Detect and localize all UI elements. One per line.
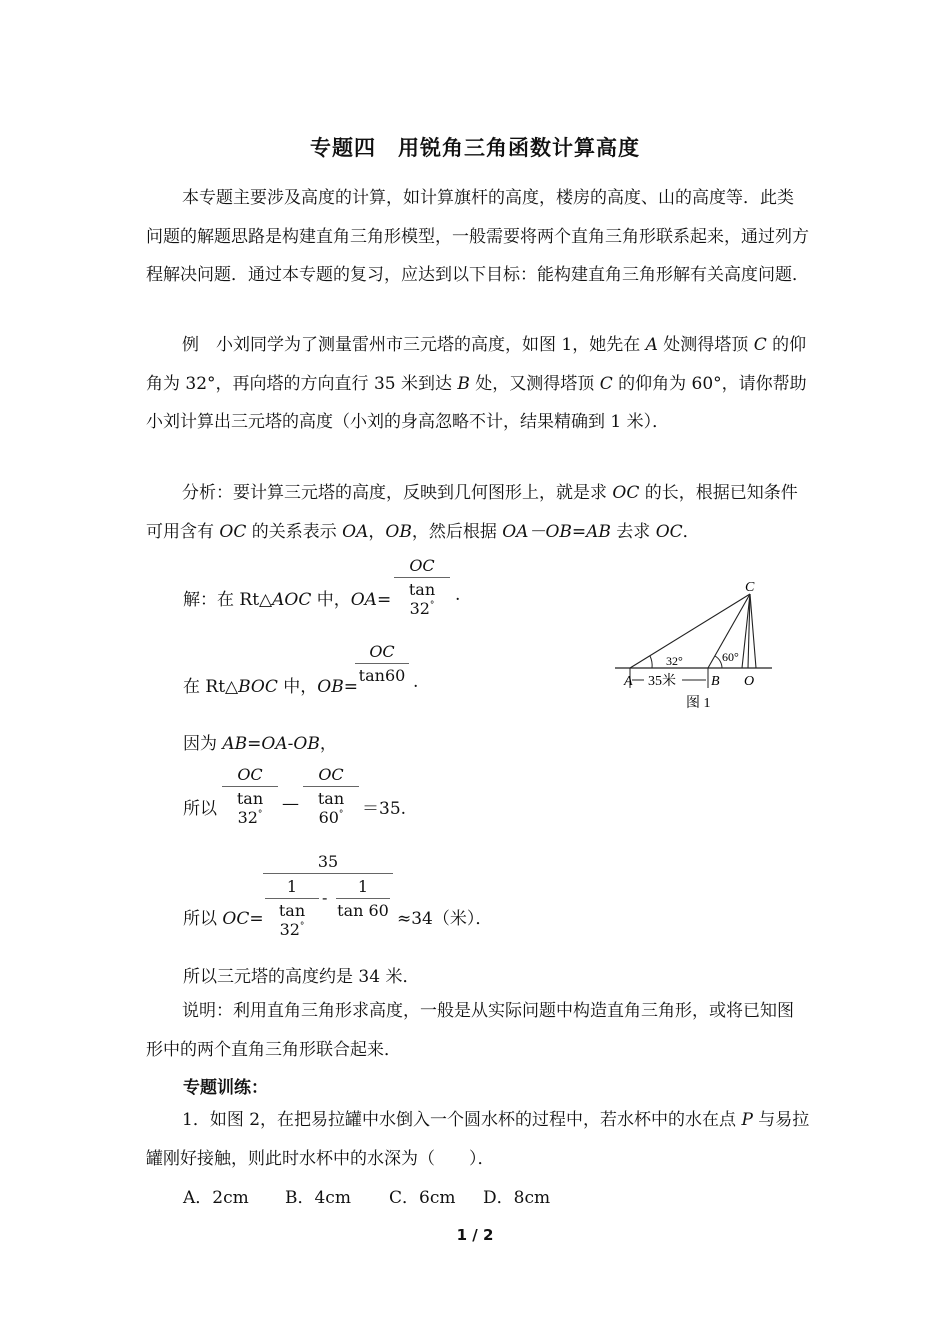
sub-fraction-tan60: $\frac{1}{\tan 60}$ [337,877,389,920]
angle-arc-b [715,656,722,668]
question-1: 1．如图 2，在把易拉罐中水倒入一个圆水杯的过程中，若水杯中的水在点 P 与易拉罐刚好接触，则此时水杯中的水深为（ ）． [146,1110,810,1169]
solution-line-3: 因为 AB=OA-OB， [183,734,337,754]
big-numerator: 35 [317,852,339,871]
figure-caption: 图 1 [686,696,711,711]
training-heading: 专题训练： [183,1078,268,1098]
page-title: 专题四 用锐角三角函数计算高度 [310,136,640,160]
page-number: 1 / 2 [456,1226,494,1244]
option-a[interactable]: A．2cm [183,1188,249,1208]
label-b: B [711,674,720,689]
solution-line-4: 所以 [183,799,217,819]
label-c: C [745,580,755,595]
sub-fraction-tan32: $\frac{1}{\tan 32^\circ}$ [265,877,319,939]
solution-line-2: 在 Rt△BOC 中，OB= [183,677,358,697]
example-paragraph: 例 小刘同学为了测量雷州市三元塔的高度，如图 1，她先在 A 处测得塔顶 C 的仰角为 32°，再向塔的方向直行 35 米到达 B 处，又测得塔顶 C 的仰角为 60°，请你帮助小刘计算出三元塔的高度（小刘的身高忽略不计，结果精确到 1 米）． [146,335,807,433]
option-b[interactable]: B．4cm [285,1188,351,1208]
intro-paragraph [146,179,810,295]
angle-arc-a [650,656,652,668]
question-1-options [183,1183,550,1208]
fraction-ob: $\frac{OC}{\tan 60}$ [355,642,409,685]
label-a: A [624,674,633,689]
big-fraction-bar [263,873,393,874]
analysis-paragraph: 分析：要计算三元塔的高度，反映到几何图形上，就是求 OC 的长，根据已知条件可用含有 OC 的关系表示 OA，OB，然后根据 OA－OB=AB 去求 OC． [146,483,798,542]
note-paragraph: 说明：利用直角三角形求高度，一般是从实际问题中构造直角三角形，或将已知图形中的两个直角三角形联合起来． [146,1001,794,1060]
fraction-oc-tan60: $\frac{OC}{\tan 60^\circ}$ [303,765,359,827]
option-c[interactable]: C．6cm [389,1188,456,1208]
document-page: 专题四 用锐角三角函数计算高度 本专题主要涉及高度的计算，如计算旗杆的高度，楼房的高度、山的高度等．此类问题的解题思路是构建直角三角形模型，一般需要将两个直角三角形联系起来，通过列方程解决问题．通过本专题的复习，应达到以下目标：能构建直角三角形解有关高度问题． 例 小刘同学为了测量雷州市三元塔的高度，如图 1，她先在 A 处测得塔顶 C 的仰角为 32°，再向塔的方向直行 35 米到达 B 处，又测得塔顶 C 的仰角为 60°，请你帮助小刘计算出三元塔的高度（小刘的身高忽略不计，结果精确到 1 米）． 分析：要计算三元塔的高度，反映到几何图形上，就是求 OC 的长，根据已知条件可用含有 OC 的关系表示 OA，OB，然后根据 OA－OB=AB 去求 OC． 解：在 Rt△AOC 中，OA= $\frac{OC}{\tan 32^\circ}$ . 在 Rt△BOC 中，OB= $\frac{OC}{\tan 60}$ . C 32° 60° A 35米 B O 图 1 因为 AB=OA-OB， 所以 $\frac{OC}{\tan 32^\circ}$ — $\frac{OC}{\tan 60^\circ}$ ＝35. 所以 OC= 35 $\frac{1}{\tan 32^\circ}$ - $\frac{1}{\tan 60}$ ≈34（米）． 所以三元塔的高度约是 34 米． 说明：利用直角三角形求高度，一般是从实际问题中构造直角三角形，或将已知图形中的两个直角三角形联合起来． 专题训练： 1．如图 2，在把易拉罐中水倒入一个圆水杯的过程中，若水杯中的水在点 P 与易拉罐刚好接触，则此时水杯中的水深为（ ）． A．2cm B．4cm C．6cm D．8cm 1 / 2 [0,0,950,1344]
conclusion: 所以三元塔的高度约是 34 米． [183,967,420,987]
option-d[interactable]: D．8cm [483,1188,551,1208]
solution-line-5: 所以 OC= [183,909,264,929]
fraction-oc-tan32: $\frac{OC}{\tan 32^\circ}$ [222,765,278,827]
label-o: O [744,674,755,689]
sub-minus: - [322,888,328,907]
label-angle-32: 32° [666,654,683,668]
label-angle-60: 60° [722,650,739,664]
figure-1 [610,576,780,716]
solution-line-1: 解：在 Rt△AOC 中，OA= [183,590,392,610]
intro-text: 本专题主要涉及高度的计算，如计算旗杆的高度，楼房的高度、山的高度等．此类问题的解题思路是构建直角三角形模型，一般需要将两个直角三角形联系起来，通过列方程解决问题．通过本专题的复习，应达到以下目标：能构建直角三角形解有关高度问题． [146,188,809,286]
fraction-oa: $\frac{OC}{\tan 32^\circ}$ [394,556,450,618]
tower-right [750,594,756,668]
label-distance: 35米 [648,674,676,689]
